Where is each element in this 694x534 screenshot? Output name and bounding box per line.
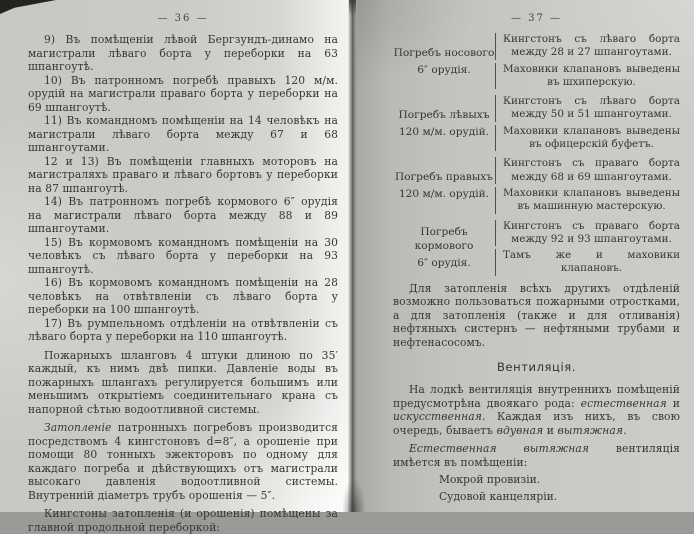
list-item: Судовой канцеляріи. [439,490,558,504]
list-item-9: 9) Въ помѣщеніи лѣвой Бергзундъ-динамо на магистрали лѣваго борта у переборки на 63 шпангоутѣ. [28,33,338,73]
list-item-12-13: 12 и 13) Въ помѣщеніи главныхъ моторовъ на магистраляхъ праваго и лѣваго бортовъ у переборки на 87 шпангоутѣ. [28,154,338,195]
row-entries [495,33,680,89]
paragraph-natural-ventilation [393,442,680,469]
gutter-top-shadow [349,0,356,16]
row-label [393,105,495,142]
row-entry: Кингстонъ съ лѣваго борта между 50 и 51 шпангоутами. [495,95,680,122]
page-gutter [348,0,357,512]
row-entries [495,220,680,276]
row-label-line: Погребъ носового [393,46,495,59]
row-label-line: Погребъ лѣвыхъ [398,108,490,121]
paragraph-kingstons: Кингстоны затопленія (и орошенія) помѣщены за главной продольной переборкой: [28,507,338,534]
natural-vent-text: вентиляція имѣется въ помѣщеніи: [393,442,680,469]
row-label [393,222,495,273]
row-entries [495,95,680,151]
list-item-16: 16) Въ кормовомъ командномъ помѣщеніи на 28 человѣкъ на отвѣтвленіи съ лѣваго борта у переборки на 100 шпангоутѣ. [28,276,338,316]
vent-text: и [543,423,558,437]
paragraph-ventilation [393,383,680,437]
table-row [393,220,680,276]
page-right [357,0,694,512]
vent-text: . [623,423,627,437]
vent-text: и [666,396,680,410]
row-entry: Кингстонъ съ праваго борта между 92 и 93 шпангоутами. [495,220,680,247]
vent-term: естественная [580,396,667,410]
list-item-10: 10) Въ патронномъ погребѣ правыхъ 120 м/м. орудій на магистрали праваго борта у переборки на 69 шпангоутѣ. [28,73,338,114]
vent-term: искусственная [393,410,482,424]
page-number-left: — 36 — [157,13,209,24]
row-entries [495,157,680,213]
vent-text: . Каждая изъ нихъ, въ свою очередь, бываетъ [393,410,680,437]
row-entry: Маховики клапановъ выведены въ шхиперскую. [495,63,680,90]
row-entry: Маховики клапановъ выведены въ офицерскій буфетъ. [495,125,680,152]
kingston-table [393,33,680,276]
list-item-17: 17) Въ румпельномъ отдѣленіи на отвѣтвленіи съ лѣваго борта у переборки на 110 шпангоутѣ. [28,316,338,343]
row-label-line: 120 м/м. орудій. [398,125,490,138]
row-entry: Маховики клапановъ выведены въ машинную мастерскую. [495,187,680,214]
row-label [393,43,495,80]
row-label-line: Погребъ кормового [414,226,474,253]
flooding-term: Затопленіе [44,421,112,434]
paragraph-fire-hoses: Пожарныхъ шланговъ 4 штуки длиною по 35′ каждый, къ нимъ двѣ пипки. Давленіе воды въ пожарныхъ шлангахъ регулируется большимъ или меньшимъ открытіемъ соединительнаго крана съ напорной сѣтью водоотливной системы. [28,348,338,416]
row-label-line: 6″ орудія. [417,63,471,76]
paragraph-flooding [28,421,338,502]
section-heading-ventilation: Вентиляція. [496,360,577,375]
page-number-right: — 37 — [510,13,563,24]
table-row [393,95,680,151]
row-label-line: Погребъ правыхъ [395,170,493,183]
gutter-bottom-shadow [342,478,366,512]
row-label-line: 120 м/м. орудій. [398,187,490,200]
row-entry: Тамъ же и маховики клапановъ. [495,249,680,276]
flooding-text: патронныхъ погребовъ производится посредствомъ 4 кингстоновъ d=8″, а орошеніе при помощи 80 тонныхъ эжекторовъ по одному для каждаго погреба и дѣйствующихъ отъ магистрали высокаго давленія водоотливной системы. Внутренній діаметръ трубъ орошенія — 5″. [28,421,338,502]
row-label [393,167,495,204]
paragraph-other-compartments: Для затопленія всѣхъ другихъ отдѣленій возможно пользоваться пожарными отростками, а для затопленія (также и для отливанія) нефтяныхъ систернъ — нефтяными трубами и нефтенасосомъ. [393,281,680,349]
table-row [393,157,680,213]
row-entry: Кингстонъ съ праваго борта между 68 и 69 шпангоутами. [495,157,680,184]
list-item: Мокрой провизіи. [439,473,541,487]
row-label-line: 6″ орудія. [417,257,471,270]
vent-term: вдувная [496,423,544,437]
natural-vent-term: Естественная вытяжная [409,442,590,456]
vent-text: На лодкѣ вентиляція внутреннихъ помѣщеній предусмотрѣна двоякаго рода: [393,383,680,410]
ventilation-location-list [393,471,680,505]
row-entry: Кингстонъ съ лѣваго борта между 28 и 27 шпангоутами. [495,33,680,60]
list-item-14: 14) Въ патронномъ погребѣ кормового 6″ орудія на магистрали лѣваго борта между 88 и 89 шпангоутами. [28,195,338,235]
table-row [393,33,680,89]
list-item-11: 11) Въ командномъ помѣщеніи на 14 человѣкъ на магистрали лѣваго борта между 67 и 68 шпангоутами. [28,114,338,154]
vent-term: вытяжная [557,423,624,437]
list-item-15: 15) Въ кормовомъ командномъ помѣщеніи на 30 человѣкъ съ лѣваго борта у переборки на 93 шпангоутѣ. [28,235,338,276]
